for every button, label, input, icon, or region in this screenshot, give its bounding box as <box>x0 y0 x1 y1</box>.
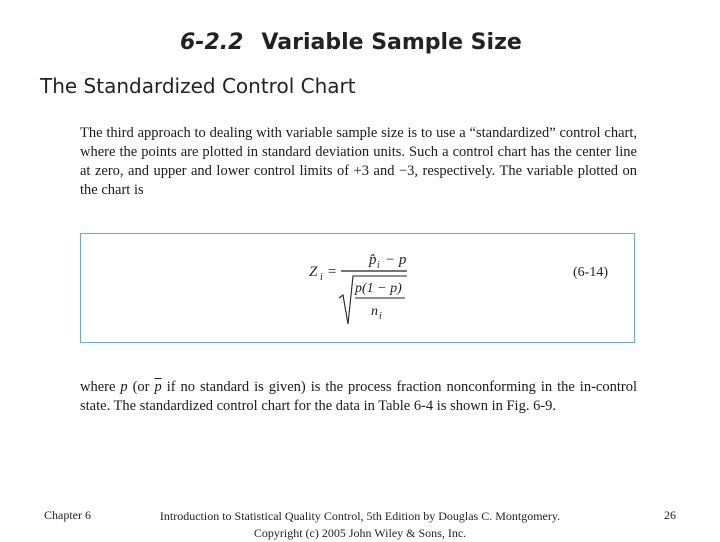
para2-text-2: (or <box>127 379 155 395</box>
eq-lhs-sub: i <box>320 272 323 283</box>
eq-denom-top: p(1 − p) <box>355 281 402 296</box>
eq-label: (6-14) <box>573 265 608 280</box>
section-title: Variable Sample Size <box>261 30 522 55</box>
eq-numerator-rest: − p <box>385 252 407 268</box>
equation-box <box>80 233 635 343</box>
para2-pbar-symbol: $\overline{p}$ <box>154 379 162 395</box>
slide-title: The Standardized Control Chart <box>40 74 356 98</box>
eq-lhs: Z <box>309 264 318 280</box>
para2-text-3: if no standard is given) is the process fraction nonconforming in the in-control state. The standardized control chart for the data in Table 6-4 is shown in Fig. 6-9. <box>80 379 637 414</box>
eq-denom-bottom-sub: i <box>379 311 382 322</box>
footer-citation <box>150 508 570 542</box>
equation-graphic <box>81 234 633 341</box>
para2-text-1: where <box>80 379 121 395</box>
eq-numerator: p̂ <box>369 252 377 268</box>
footer-citation-line2: Copyright (c) 2005 John Wiley & Sons, Inc. <box>253 526 467 540</box>
section-number: 6-2.2 <box>180 30 244 55</box>
footer-chapter: Chapter 6 <box>44 508 91 522</box>
section-heading <box>180 30 522 55</box>
eq-denom-bottom: n <box>371 304 378 319</box>
intro-paragraph: The third approach to dealing with variable sample size is to use a “standardized” control chart, where the points are plotted in standard deviation units. Such a control chart has the center line at zero, and upper and lower control limits of +3 and −3, respectively. The variable plotted on the chart is <box>80 125 637 198</box>
footer-page-number: 26 <box>664 508 676 522</box>
eq-numerator-sub: i <box>377 260 380 271</box>
footer-citation-line1: Introduction to Statistical Quality Control, 5th Edition by Douglas C. Montgomery. <box>159 509 561 523</box>
para2-p-symbol: p <box>120 379 128 395</box>
eq-equals: = <box>328 264 337 280</box>
explanation-paragraph <box>80 378 637 416</box>
